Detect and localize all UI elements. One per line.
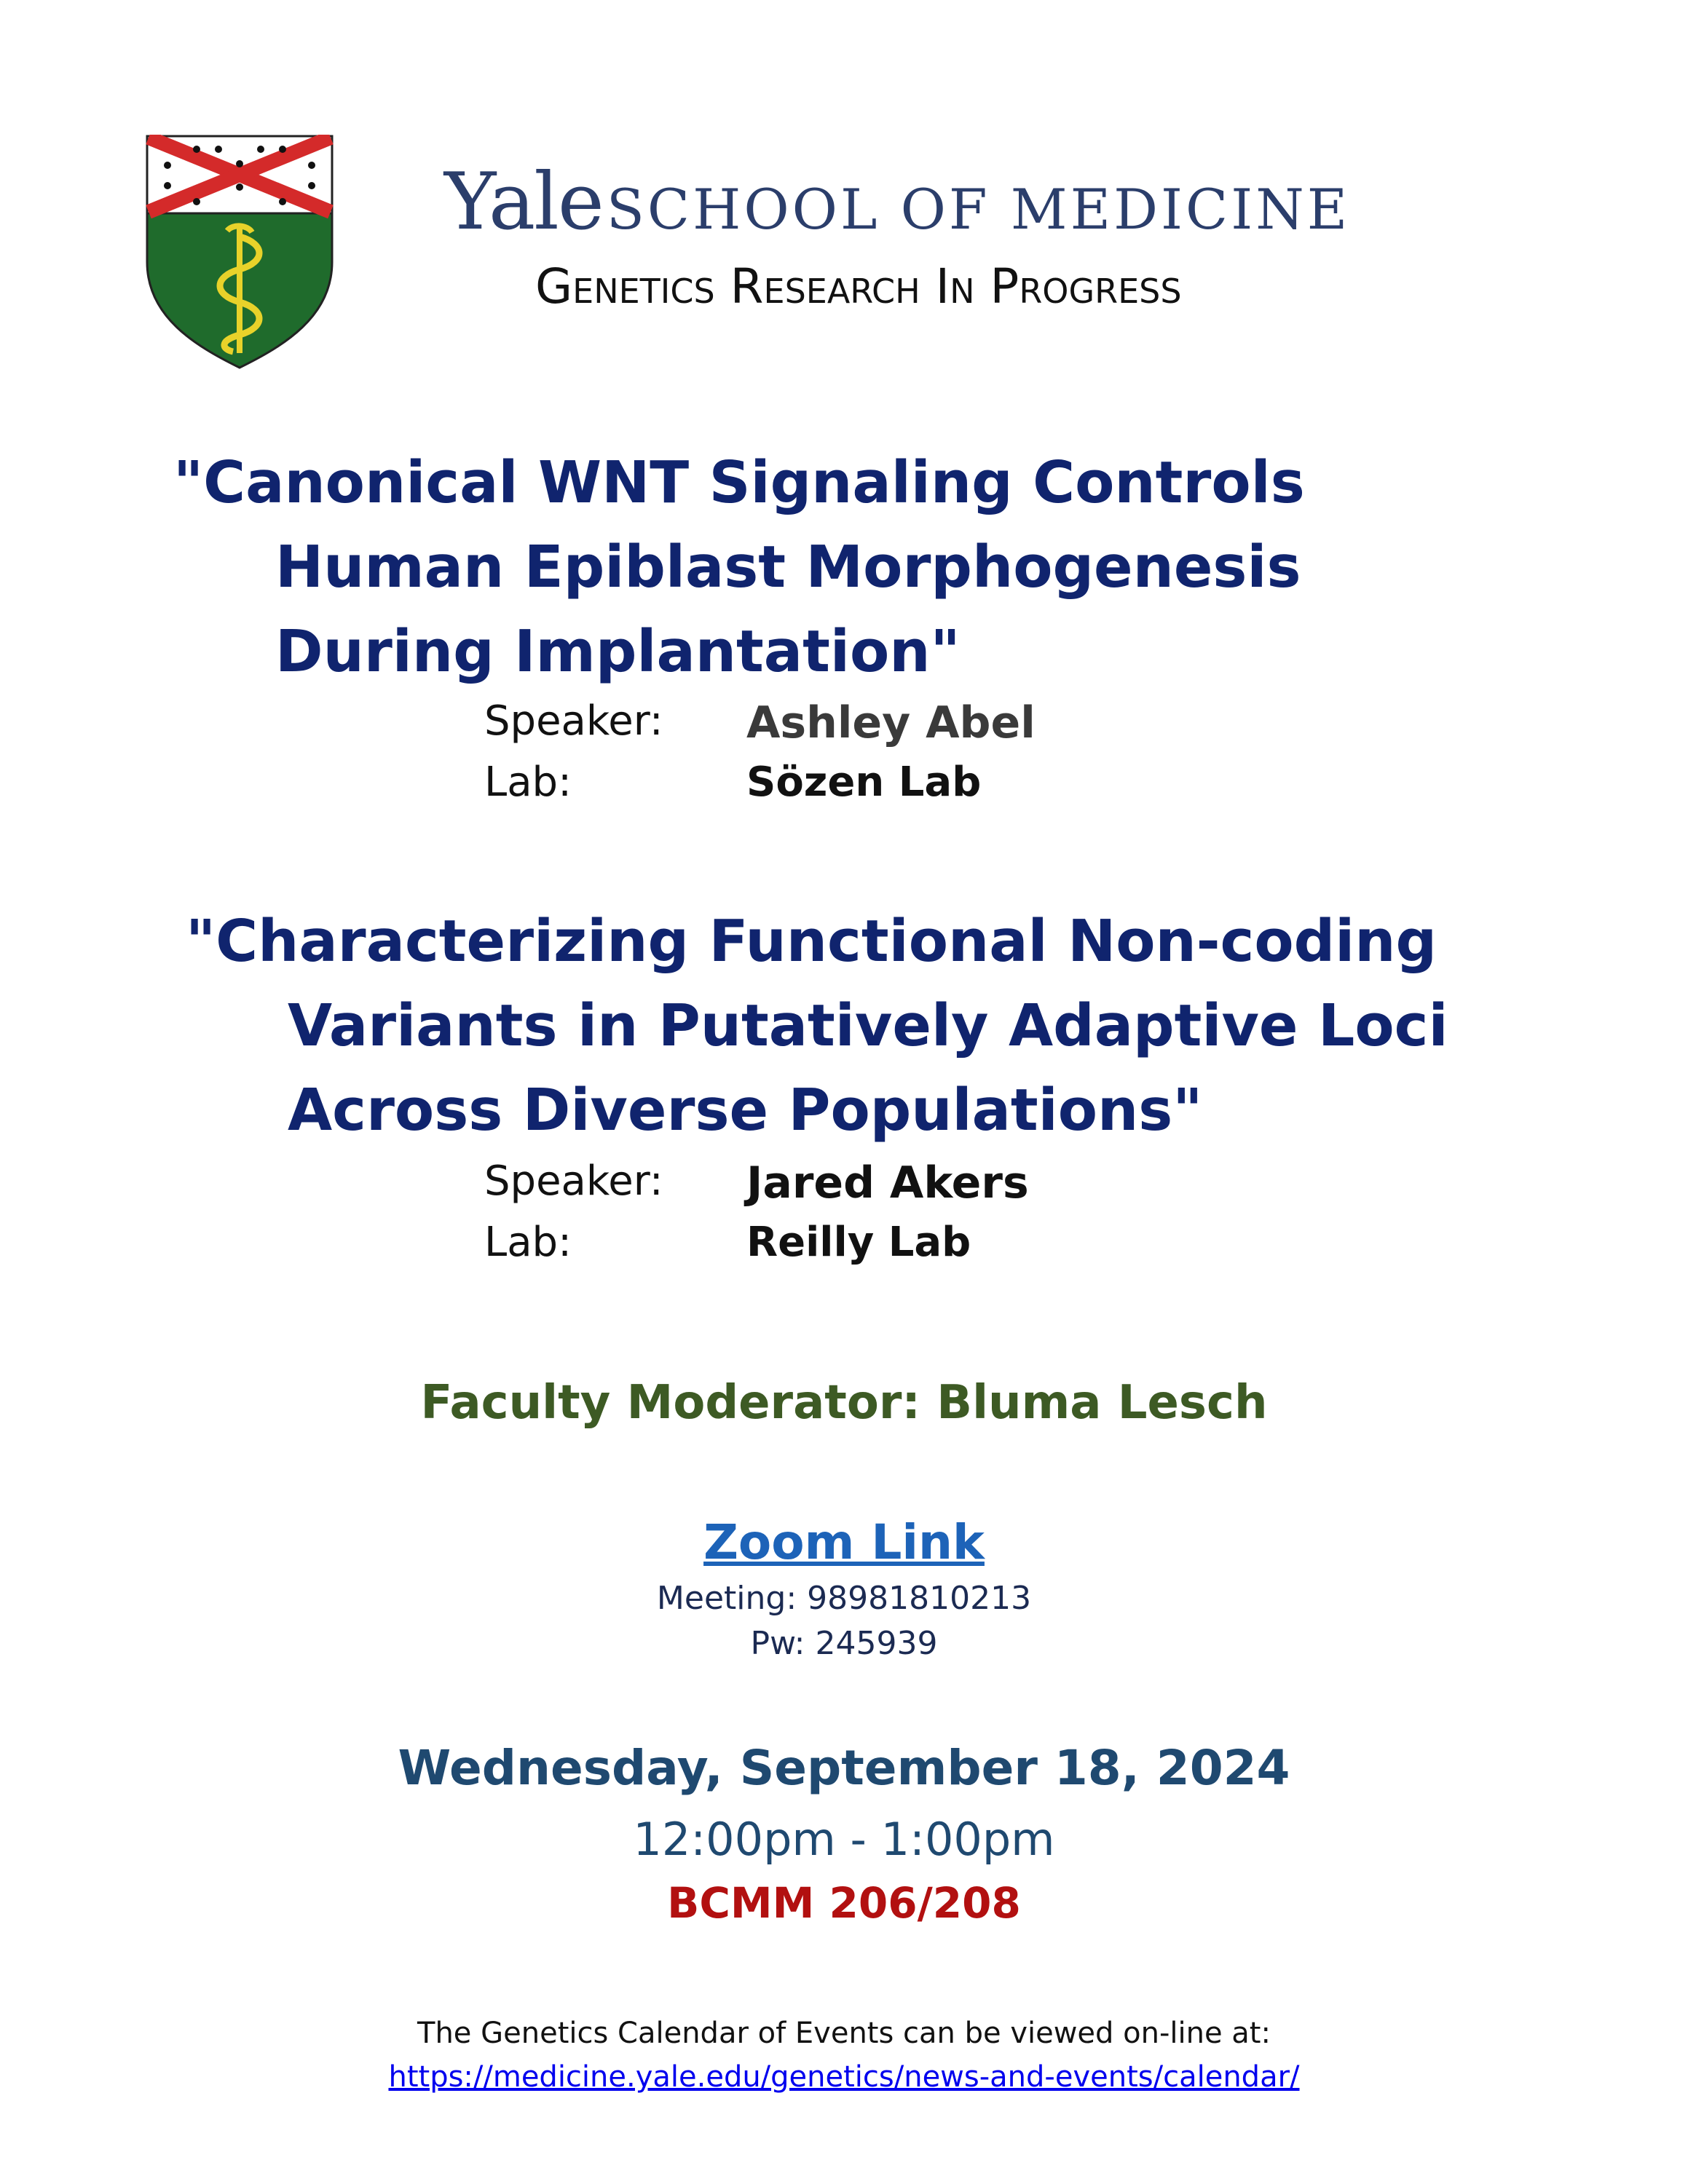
- lab-name: Sözen Lab: [746, 759, 982, 806]
- zoom-meeting-id: Meeting: 98981810213: [656, 1580, 1032, 1617]
- zoom-link[interactable]: Zoom Link: [703, 1514, 985, 1570]
- wordmark-yale: Yale: [444, 157, 603, 248]
- talk-2-title-line: Variants in Putatively Adaptive Loci: [288, 992, 1448, 1059]
- talk-1-lab-row: [484, 759, 1358, 820]
- calendar-note: The Genetics Calendar of Events can be viewed on-line at:: [417, 2017, 1271, 2050]
- speaker-name: Jared Akers: [746, 1158, 1029, 1208]
- talk-2-title-line: "Characterizing Functional Non-coding: [186, 908, 1437, 975]
- school-wordmark: [444, 157, 1500, 248]
- wordmark-school-of-medicine: SCHOOL OF MEDICINE: [606, 177, 1351, 242]
- calendar-url-link[interactable]: https://medicine.yale.edu/genetics/news-and-events/calendar/: [388, 2060, 1300, 2094]
- talk-1-title-line: "Canonical WNT Signaling Controls: [173, 449, 1305, 516]
- zoom-password: Pw: 245939: [750, 1625, 938, 1662]
- talk-2-lab-row: [484, 1219, 1358, 1280]
- talk-2-speaker-row: [484, 1158, 1358, 1219]
- talk-1-title-line: During Implantation": [275, 618, 961, 685]
- series-title: Genetics Research In Progress: [535, 258, 1182, 314]
- lab-label: Lab:: [484, 1219, 572, 1266]
- lab-name: Reilly Lab: [746, 1219, 971, 1266]
- talk-1-meta: [484, 697, 1358, 820]
- faculty-moderator: Faculty Moderator: Bluma Lesch: [420, 1376, 1268, 1430]
- talk-1-title-line: Human Epiblast Morphogenesis: [275, 534, 1301, 601]
- talk-2-title: [186, 899, 1448, 1152]
- event-date: Wednesday, September 18, 2024: [398, 1740, 1290, 1796]
- talk-2-title-line: Across Diverse Populations": [288, 1077, 1203, 1144]
- speaker-name: Ashley Abel: [746, 697, 1036, 748]
- lab-label: Lab:: [484, 759, 572, 806]
- talk-1-title: [173, 440, 1305, 694]
- talk-1-speaker-row: [484, 697, 1358, 759]
- speaker-label: Speaker:: [484, 1158, 663, 1205]
- event-room: BCMM 206/208: [667, 1878, 1021, 1928]
- event-time: 12:00pm - 1:00pm: [633, 1813, 1055, 1866]
- yale-shield-logo: [146, 135, 334, 369]
- speaker-label: Speaker:: [484, 697, 663, 745]
- talk-2-meta: [484, 1158, 1358, 1280]
